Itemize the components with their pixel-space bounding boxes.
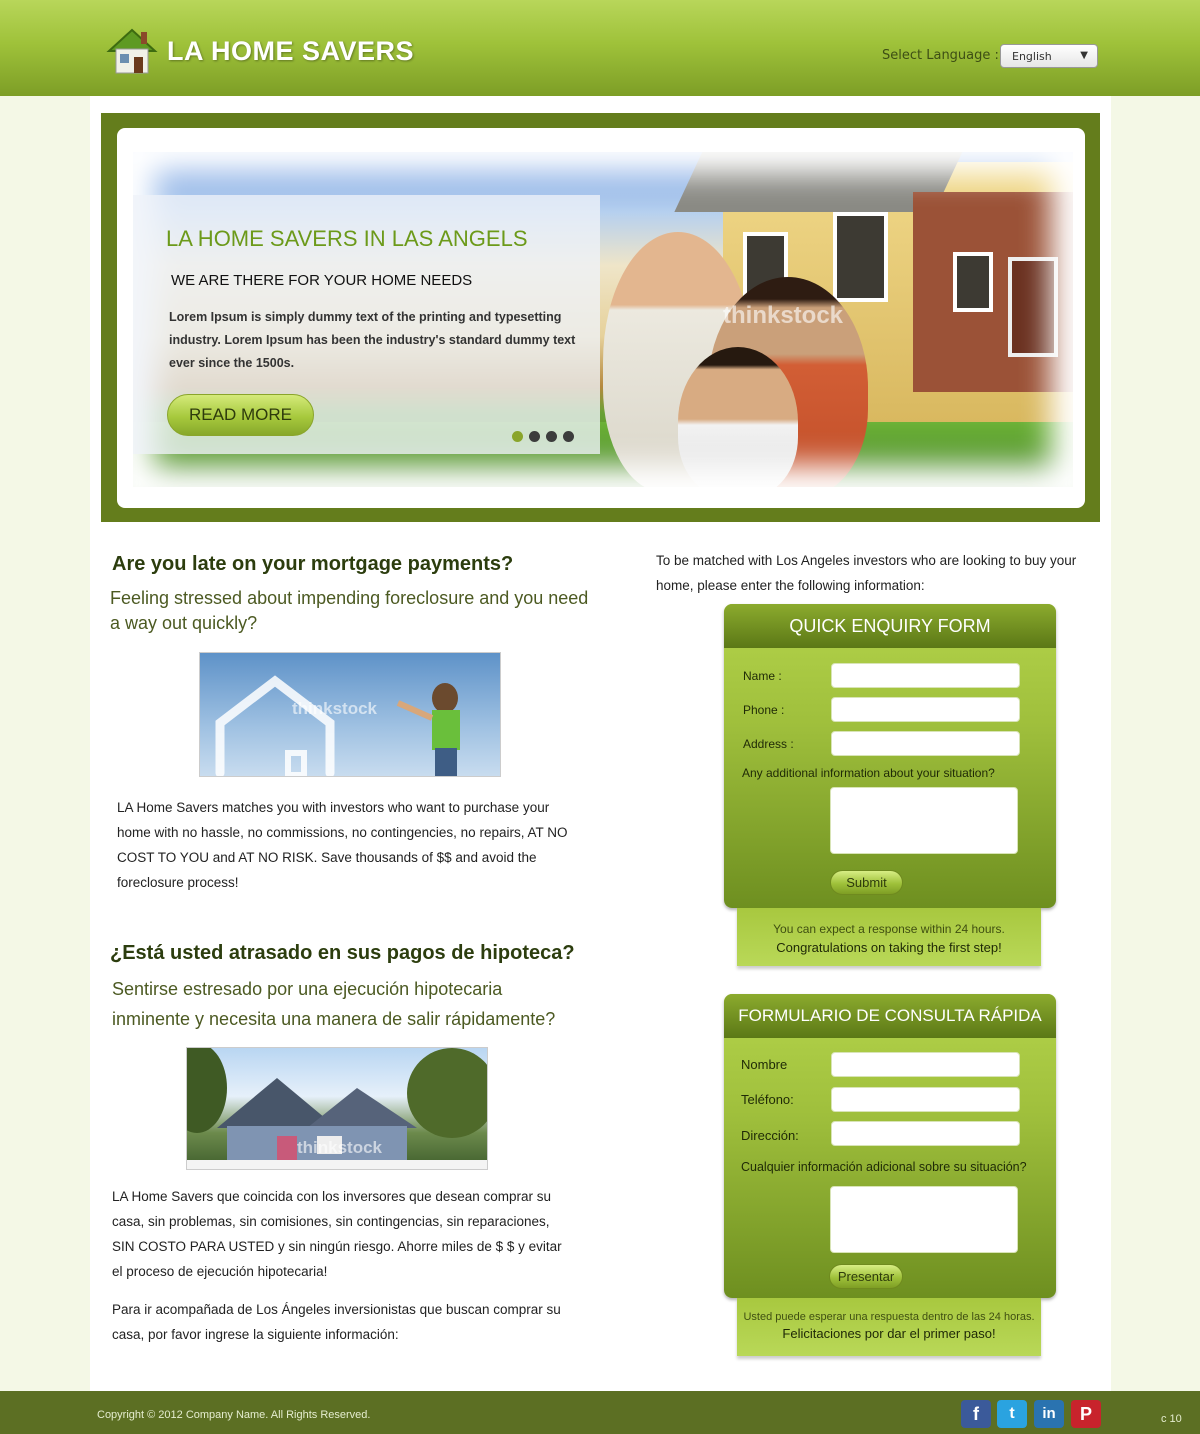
spanish-body-2: Para ir acompañada de Los Ángeles inversionistas que buscan comprar su casa, por favor ingrese la siguiente información: [112, 1302, 561, 1342]
form-intro: To be matched with Los Angeles investors who are looking to buy your home, please enter the following information: [656, 553, 1077, 593]
pinterest-icon[interactable]: P [1071, 1400, 1101, 1428]
spanish-body: LA Home Savers que coincida con los inversores que desean comprar su casa, sin problemas, sin comisiones, sin contingencias, sin reparaciones, SIN COSTO PARA USTED y sin ningún riesgo. Ahorre miles de $ $ y evitar el proceso de ejecución hipotecaria! [112, 1189, 562, 1279]
address-label: Address : [743, 737, 794, 751]
congrats-note-es: Felicitaciones por dar el primer paso! [782, 1326, 996, 1341]
quick-enquiry-form [724, 604, 1056, 908]
nombre-label: Nombre [741, 1057, 788, 1072]
telefono-input[interactable] [831, 1087, 1020, 1112]
english-subheading: Feeling stressed about impending foreclosure and you need a way out quickly? [110, 588, 589, 633]
form-note-es [737, 1298, 1041, 1356]
logo[interactable] [105, 24, 414, 78]
submit-button[interactable]: Submit [830, 870, 903, 895]
chevron-down-icon: ▼ [1080, 50, 1088, 61]
language-select[interactable] [1000, 44, 1098, 68]
image-watermark: thinkstock [292, 699, 378, 718]
info-label-es: Cualquier información adicional sobre su situación? [741, 1160, 1027, 1174]
slider-dot[interactable] [563, 431, 574, 442]
direccion-label: Dirección: [741, 1128, 799, 1143]
banner-title: LA HOME SAVERS IN LAS ANGELS [166, 226, 528, 251]
nombre-input[interactable] [831, 1052, 1020, 1077]
slider-dot[interactable] [546, 431, 557, 442]
slider-dot[interactable] [529, 431, 540, 442]
slider-dots [512, 431, 574, 442]
language-value: English [1012, 50, 1052, 63]
phone-label: Phone : [743, 703, 785, 717]
name-input[interactable] [831, 663, 1020, 688]
direccion-input[interactable] [831, 1121, 1020, 1146]
house-image [186, 1047, 488, 1170]
copyright: Copyright © 2012 Company Name. All Rights Reserved. [97, 1409, 371, 1421]
banner-subtitle: WE ARE THERE FOR YOUR HOME NEEDS [171, 272, 473, 289]
info-textarea-es[interactable] [830, 1186, 1018, 1253]
spanish-heading: ¿Está usted atrasado en sus pagos de hipoteca? [110, 942, 575, 964]
phone-input[interactable] [831, 697, 1020, 722]
page-number: c 10 [1161, 1413, 1182, 1425]
sky-house-image [199, 652, 501, 777]
telefono-label: Teléfono: [741, 1092, 794, 1107]
banner-watermark: thinkstock [723, 302, 844, 329]
info-textarea[interactable] [830, 787, 1018, 854]
facebook-icon[interactable]: f [961, 1400, 991, 1428]
read-more-button[interactable]: READ MORE [167, 394, 314, 436]
house-logo-icon [105, 24, 159, 78]
info-label: Any additional information about your situation? [742, 766, 995, 780]
form-title: QUICK ENQUIRY FORM [724, 604, 1056, 648]
twitter-icon[interactable]: t [997, 1400, 1027, 1428]
linkedin-icon[interactable]: in [1034, 1400, 1064, 1428]
congrats-note: Congratulations on taking the first step! [776, 940, 1002, 955]
english-body: LA Home Savers matches you with investors who want to purchase your home with no hassle, no commissions, no contingencies, no repairs, AT NO COST TO YOU and AT NO RISK. Save thousands of $$ and avoid the foreclosure process! [117, 800, 568, 890]
presentar-button[interactable]: Presentar [829, 1264, 903, 1289]
spanish-subheading: Sentirse estresado por una ejecución hipotecaria inminente y necesita una manera de salir rápidamente? [112, 979, 556, 1029]
response-note-es: Usted puede esperar una respuesta dentro de las 24 horas. [743, 1311, 1035, 1323]
english-heading: Are you late on your mortgage payments? [112, 553, 514, 575]
address-input[interactable] [831, 731, 1020, 756]
name-label: Name : [743, 669, 782, 683]
image-watermark: thinkstock [297, 1138, 383, 1157]
banner-text: Lorem Ipsum is simply dummy text of the printing and typesetting industry. Lorem Ipsum has been the industry's standard dummy text ever since the 1500s. [169, 310, 576, 370]
response-note: You can expect a response within 24 hours. [773, 922, 1005, 936]
form-note [737, 908, 1041, 966]
language-label: Select Language : [882, 48, 999, 63]
form-title-es: FORMULARIO DE CONSULTA RÁPIDA [724, 994, 1056, 1038]
logo-text: LA HOME SAVERS [167, 35, 415, 66]
slider-dot[interactable] [512, 431, 523, 442]
